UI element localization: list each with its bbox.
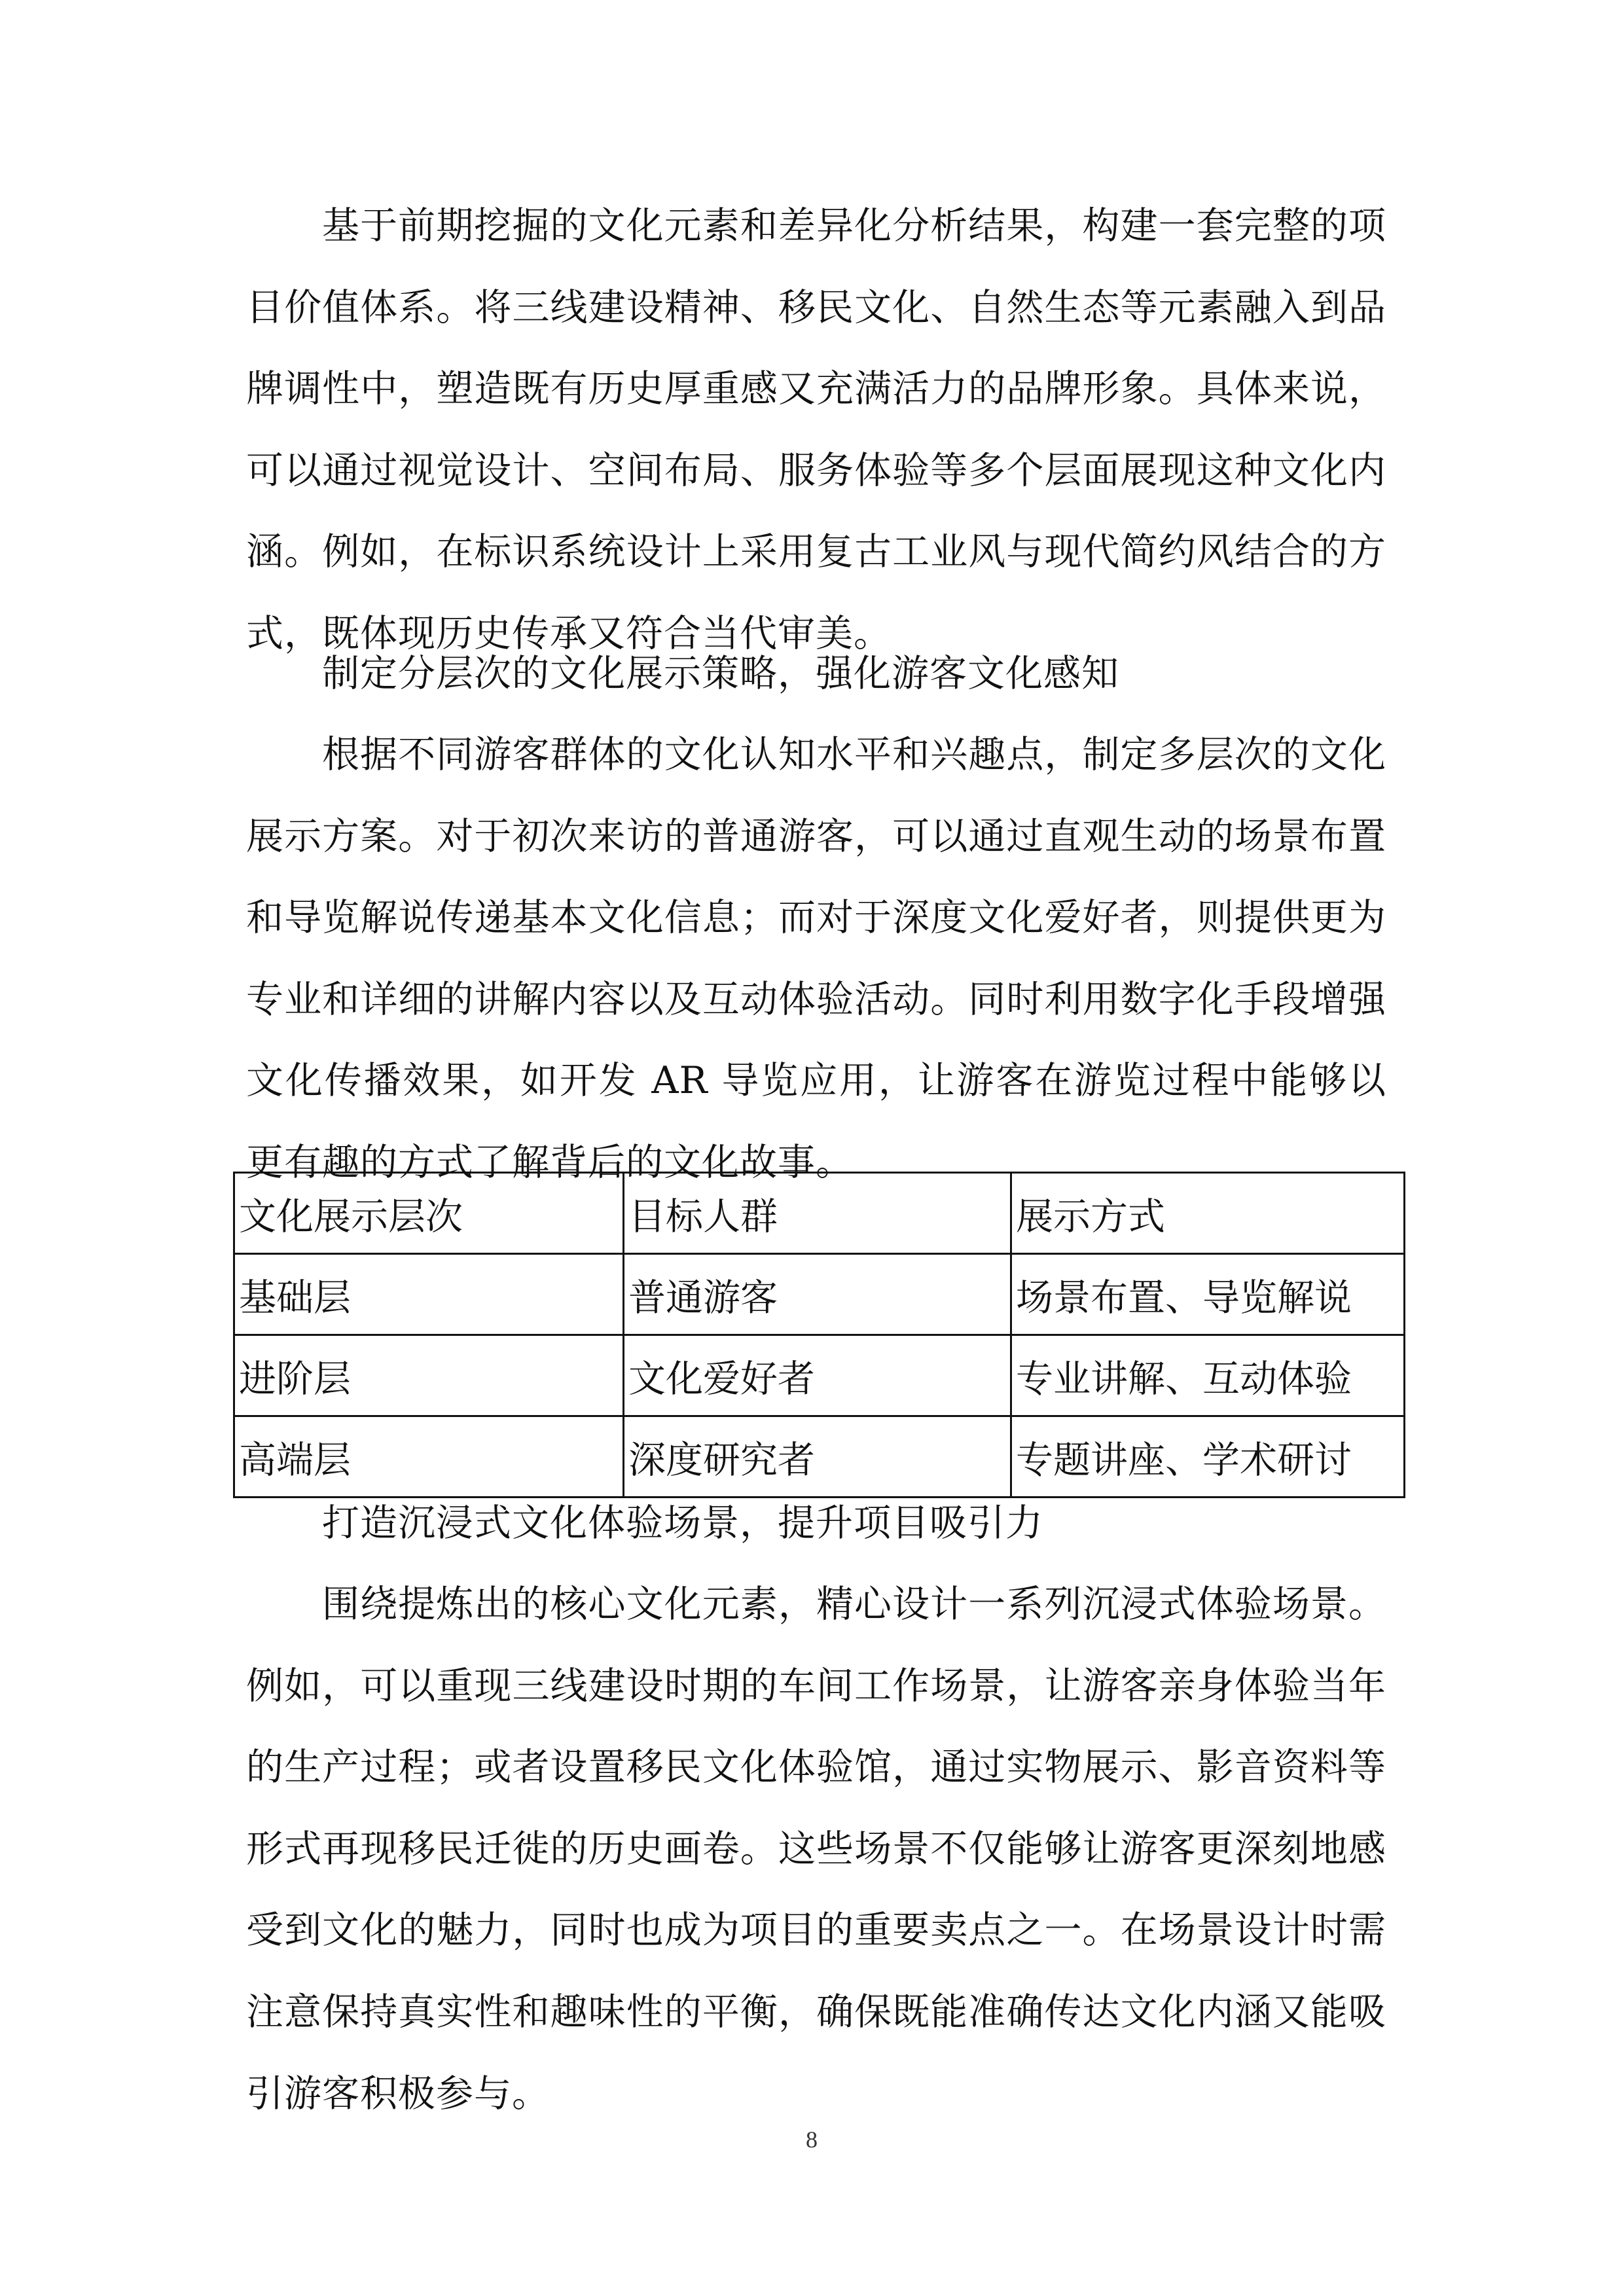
table-cell: 专题讲座、学术研讨 [1011,1416,1405,1498]
table-cell: 基础层 [234,1254,624,1335]
table-header-cell: 文化展示层次 [234,1173,624,1254]
table-cell: 进阶层 [234,1335,624,1416]
table-cell: 深度研究者 [624,1416,1011,1498]
table-cell: 高端层 [234,1416,624,1498]
table-header-cell: 目标人群 [624,1173,1011,1254]
paragraph-display-strategy: 根据不同游客群体的文化认知水平和兴趣点，制定多层次的文化展示方案。对于初次来访的普通游客，可以通过直观生动的场景布置和导览解说传递基本文化信息；而对于深度文化爱好者，则提供更为专业和详细的讲解内容以及互动体验活动。同时利用数字化手段增强文化传播效果，如开发 AR 导览应用，让游客在游览过程中能够以更有趣的方式了解背后的文化故事。 [246,733,1386,1184]
table-row [234,1254,1405,1335]
table-cell: 专业讲解、互动体验 [1011,1335,1405,1416]
table-header-cell: 展示方式 [1011,1173,1405,1254]
culture-display-table [233,1172,1405,1498]
table-cell: 普通游客 [624,1254,1011,1335]
paragraph-value-system: 基于前期挖掘的文化元素和差异化分析结果，构建一套完整的项目价值体系。将三线建设精神、移民文化、自然生态等元素融入到品牌调性中，塑造既有历史厚重感又充满活力的品牌形象。具体来说，可以通过视觉设计、空间布局、服务体验等多个层面展现这种文化内涵。例如，在标识系统设计上采用复古工业风与现代简约风结合的方式，既体现历史传承又符合当代审美。 [246,204,1386,655]
table-header-row [234,1173,1405,1254]
section-heading-immersive-scenes: 打造沉浸式文化体验场景，提升项目吸引力 [322,1501,1043,1545]
table-cell: 场景布置、导览解说 [1011,1254,1405,1335]
page-number: 8 [806,2126,818,2153]
table-row [234,1335,1405,1416]
table-cell: 文化爱好者 [624,1335,1011,1416]
section-heading-display-strategy: 制定分层次的文化展示策略，强化游客文化感知 [322,652,1119,695]
paragraph-immersive-scenes: 围绕提炼出的核心文化元素，精心设计一系列沉浸式体验场景。例如，可以重现三线建设时期的车间工作场景，让游客亲身体验当年的生产过程；或者设置移民文化体验馆，通过实物展示、影音资料等形式再现移民迁徙的历史画卷。这些场景不仅能够让游客更深刻地感受到文化的魅力，同时也成为项目的重要卖点之一。在场景设计时需注意保持真实性和趣味性的平衡，确保既能准确传达文化内涵又能吸引游客积极参与。 [246,1583,1386,2115]
